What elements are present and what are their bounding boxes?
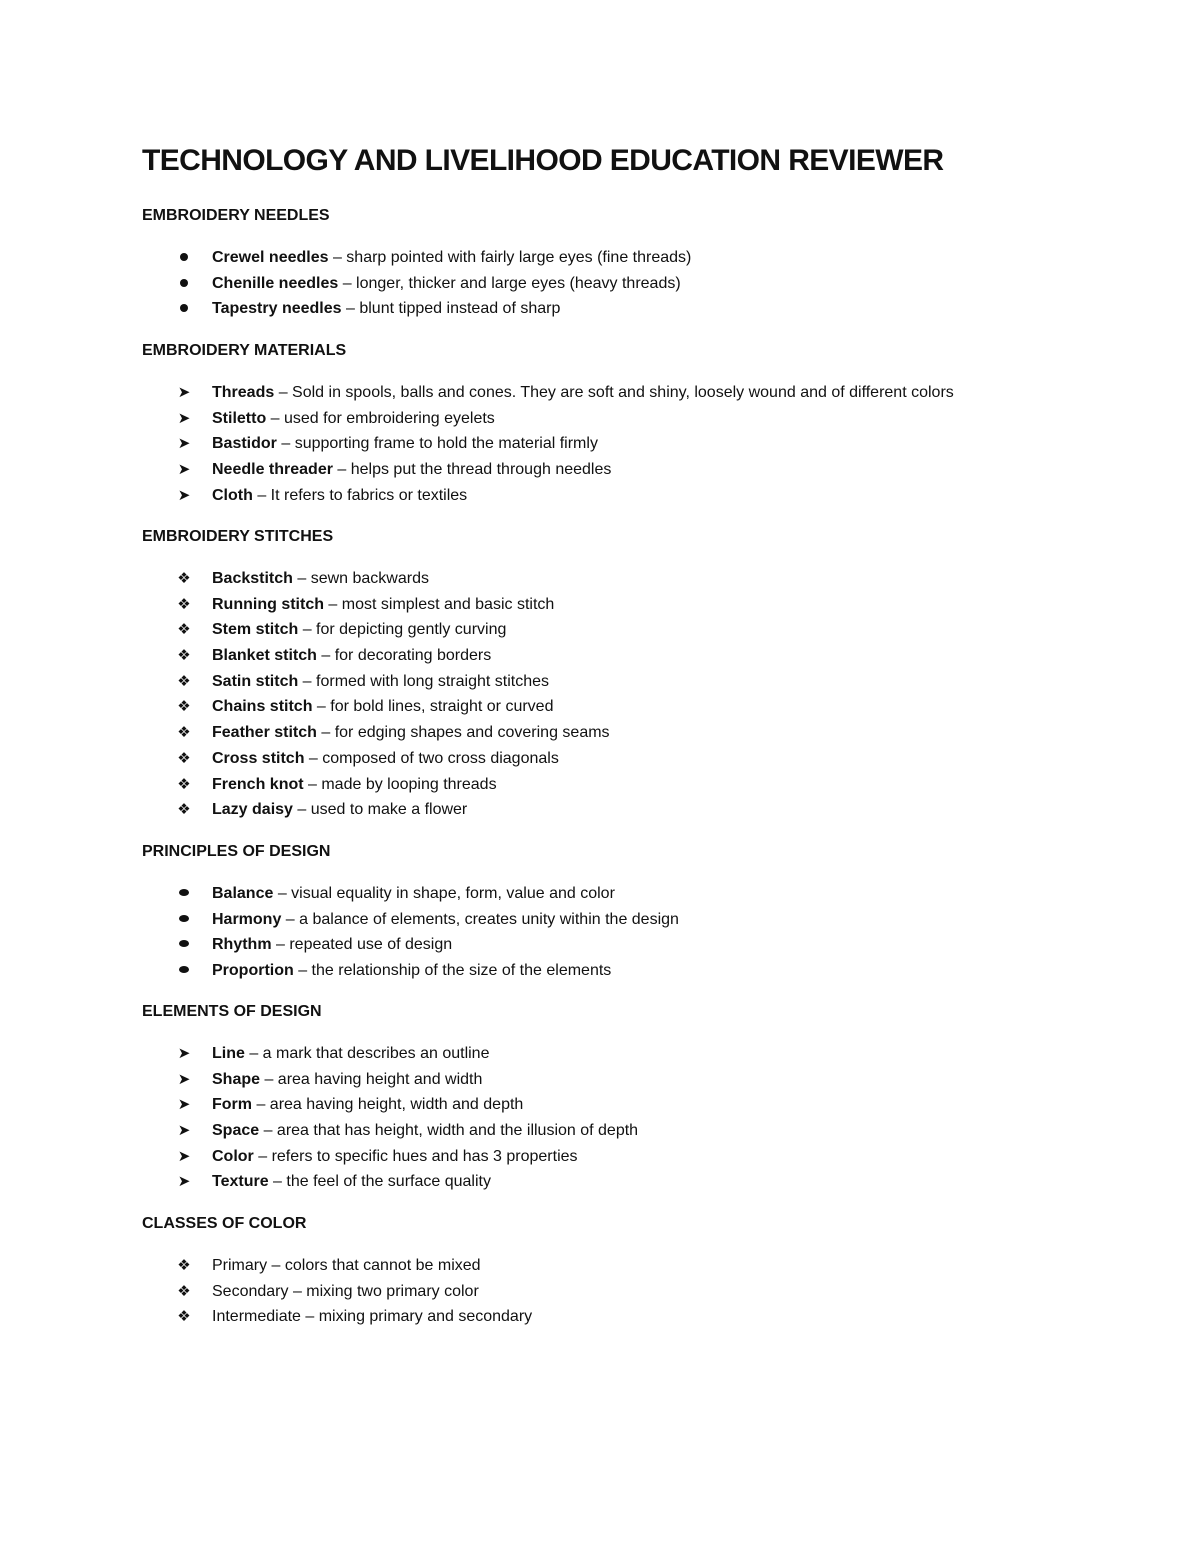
section-heading: EMBROIDERY NEEDLES (142, 207, 330, 224)
arrowhead-bullet-icon: ➤ (177, 1070, 191, 1088)
item-term: Color (212, 1147, 254, 1165)
bullet-list (142, 245, 1102, 322)
list-item (142, 1092, 1102, 1118)
list-item (142, 720, 1102, 746)
item-description: – area having height and width (260, 1070, 483, 1088)
item-description: – It refers to fabrics or textiles (252, 486, 468, 504)
item-description: – for edging shapes and covering seams (316, 724, 610, 742)
list-item (142, 1304, 1102, 1330)
list-item (142, 643, 1102, 669)
section-embroidery-needles (142, 204, 1102, 322)
section-heading: EMBROIDERY STITCHES (142, 528, 334, 545)
arrowhead-bullet-icon: ➤ (177, 1122, 191, 1140)
bullet-dot-icon (174, 271, 194, 297)
item-term: Cross stitch (212, 749, 305, 767)
item-term: Shape (212, 1070, 261, 1088)
item-description: – used for embroidering eyelets (266, 409, 495, 427)
arrowhead-bullet-icon: ➤ (177, 1096, 191, 1114)
list-item (142, 958, 1102, 984)
section-embroidery-materials (142, 339, 1102, 508)
item-description: Intermediate – mixing primary and secondary (212, 1308, 533, 1326)
section-heading: EMBROIDERY MATERIALS (142, 342, 347, 359)
item-description: – longer, thicker and large eyes (heavy threads) (338, 274, 681, 292)
section-classes-of-color (142, 1212, 1102, 1330)
item-term: Feather stitch (212, 724, 317, 742)
diamond-bullet-icon: ❖ (177, 749, 191, 767)
list-item (142, 483, 1102, 509)
item-term: Rhythm (212, 936, 272, 954)
item-term: Harmony (212, 910, 282, 928)
section-heading: PRINCIPLES OF DESIGN (142, 843, 331, 860)
item-term: Stem stitch (212, 621, 299, 639)
bullet-list (142, 1253, 1102, 1330)
item-term: Threads (212, 384, 275, 401)
diamond-bullet-icon: ❖ (177, 724, 191, 742)
arrowhead-bullet-icon: ➤ (177, 1147, 191, 1165)
list-item (142, 566, 1102, 592)
page-title: TECHNOLOGY AND LIVELIHOOD EDUCATION REVIEWER (142, 144, 944, 177)
diamond-bullet-icon: ❖ (177, 672, 191, 690)
diamond-bullet-icon: ❖ (177, 1282, 191, 1300)
item-description: – refers to specific hues and has 3 properties (253, 1147, 578, 1165)
bullet-list (142, 881, 1102, 984)
oval-bullet-icon (174, 881, 194, 907)
diamond-bullet-icon: ❖ (177, 698, 191, 716)
item-term: Proportion (212, 962, 294, 980)
list-item (142, 932, 1102, 958)
diamond-bullet-icon: ❖ (177, 570, 191, 587)
arrowhead-bullet-icon: ➤ (177, 435, 191, 453)
item-term: Satin stitch (212, 672, 299, 690)
item-description: – sharp pointed with fairly large eyes (fine threads) (328, 249, 692, 266)
item-term: Tapestry needles (212, 300, 342, 318)
item-term: Chains stitch (212, 698, 313, 716)
item-description: – blunt tipped instead of sharp (341, 300, 561, 318)
list-item (142, 881, 1102, 907)
list-item (142, 1279, 1102, 1305)
item-term: Blanket stitch (212, 647, 317, 665)
item-term: Stiletto (212, 409, 267, 427)
list-item (142, 669, 1102, 695)
item-description: – repeated use of design (271, 936, 453, 954)
arrowhead-bullet-icon: ➤ (177, 1045, 191, 1062)
section-principles-of-design (142, 840, 1102, 984)
list-item (142, 296, 1102, 322)
item-description: – the relationship of the size of the elements (293, 962, 612, 980)
item-term: Lazy daisy (212, 801, 293, 819)
item-term: Line (212, 1045, 245, 1062)
list-item (142, 380, 1102, 406)
list-item (142, 1253, 1102, 1279)
section-embroidery-stitches (142, 525, 1102, 823)
list-item (142, 1067, 1102, 1093)
diamond-bullet-icon: ❖ (177, 801, 191, 819)
arrowhead-bullet-icon: ➤ (177, 1173, 191, 1191)
item-description: – Sold in spools, balls and cones. They are soft and shiny, loosely wound and of different colors (274, 384, 954, 401)
list-item (142, 457, 1102, 483)
item-description: – sewn backwards (292, 570, 429, 587)
bullet-dot-icon (174, 296, 194, 322)
item-term: Crewel needles (212, 249, 329, 266)
diamond-bullet-icon: ❖ (177, 647, 191, 665)
bullet-list (142, 566, 1102, 823)
item-description: – formed with long straight stitches (298, 672, 550, 690)
list-item (142, 431, 1102, 457)
arrowhead-bullet-icon: ➤ (177, 384, 191, 401)
item-term: Needle threader (212, 461, 333, 479)
diamond-bullet-icon: ❖ (177, 621, 191, 639)
bullet-list (142, 380, 1102, 508)
list-item (142, 907, 1102, 933)
diamond-bullet-icon: ❖ (177, 775, 191, 793)
section-elements-of-design (142, 1000, 1102, 1195)
arrowhead-bullet-icon: ➤ (177, 409, 191, 427)
item-term: Running stitch (212, 595, 324, 613)
item-term: Chenille needles (212, 274, 339, 292)
item-term: Space (212, 1122, 260, 1140)
list-item (142, 1144, 1102, 1170)
list-item (142, 406, 1102, 432)
item-description: – helps put the thread through needles (332, 461, 612, 479)
section-heading: CLASSES OF COLOR (142, 1215, 307, 1232)
item-description: – most simplest and basic stitch (323, 595, 555, 613)
item-term: Balance (212, 885, 274, 902)
bullet-list (142, 1041, 1102, 1195)
list-item (142, 797, 1102, 823)
list-item (142, 1169, 1102, 1195)
diamond-bullet-icon: ❖ (177, 1308, 191, 1326)
oval-bullet-icon (174, 907, 194, 933)
item-term: Bastidor (212, 435, 277, 453)
list-item (142, 271, 1102, 297)
item-term: French knot (212, 775, 304, 793)
item-description: – area that has height, width and the illusion of depth (259, 1122, 639, 1140)
item-description: – area having height, width and depth (252, 1096, 524, 1114)
arrowhead-bullet-icon: ➤ (177, 461, 191, 479)
section-heading: ELEMENTS OF DESIGN (142, 1003, 322, 1020)
list-item (142, 1041, 1102, 1067)
list-item (142, 746, 1102, 772)
list-item (142, 694, 1102, 720)
list-item (142, 245, 1102, 271)
item-description: – a mark that describes an outline (244, 1045, 490, 1062)
arrowhead-bullet-icon: ➤ (177, 486, 191, 504)
item-description: – the feel of the surface quality (268, 1173, 491, 1191)
item-description: – composed of two cross diagonals (304, 749, 559, 767)
item-term: Form (212, 1096, 252, 1114)
list-item (142, 772, 1102, 798)
item-description: Secondary – mixing two primary color (212, 1282, 479, 1300)
item-description: – made by looping threads (303, 775, 497, 793)
item-term: Cloth (212, 486, 253, 504)
list-item (142, 1118, 1102, 1144)
item-description: – for depicting gently curving (298, 621, 507, 639)
list-item (142, 617, 1102, 643)
oval-bullet-icon (174, 932, 194, 958)
item-description: – a balance of elements, creates unity within the design (281, 910, 679, 928)
item-term: Backstitch (212, 570, 293, 587)
item-description: – visual equality in shape, form, value and color (273, 885, 615, 902)
item-description: Primary – colors that cannot be mixed (212, 1257, 481, 1274)
diamond-bullet-icon: ❖ (177, 595, 191, 613)
item-description: – for bold lines, straight or curved (312, 698, 554, 716)
oval-bullet-icon (174, 958, 194, 984)
item-description: – supporting frame to hold the material firmly (276, 435, 598, 453)
item-term: Texture (212, 1173, 269, 1191)
diamond-bullet-icon: ❖ (177, 1257, 191, 1274)
item-description: – used to make a flower (292, 801, 468, 819)
item-description: – for decorating borders (316, 647, 492, 665)
bullet-dot-icon (174, 245, 194, 271)
list-item (142, 592, 1102, 618)
